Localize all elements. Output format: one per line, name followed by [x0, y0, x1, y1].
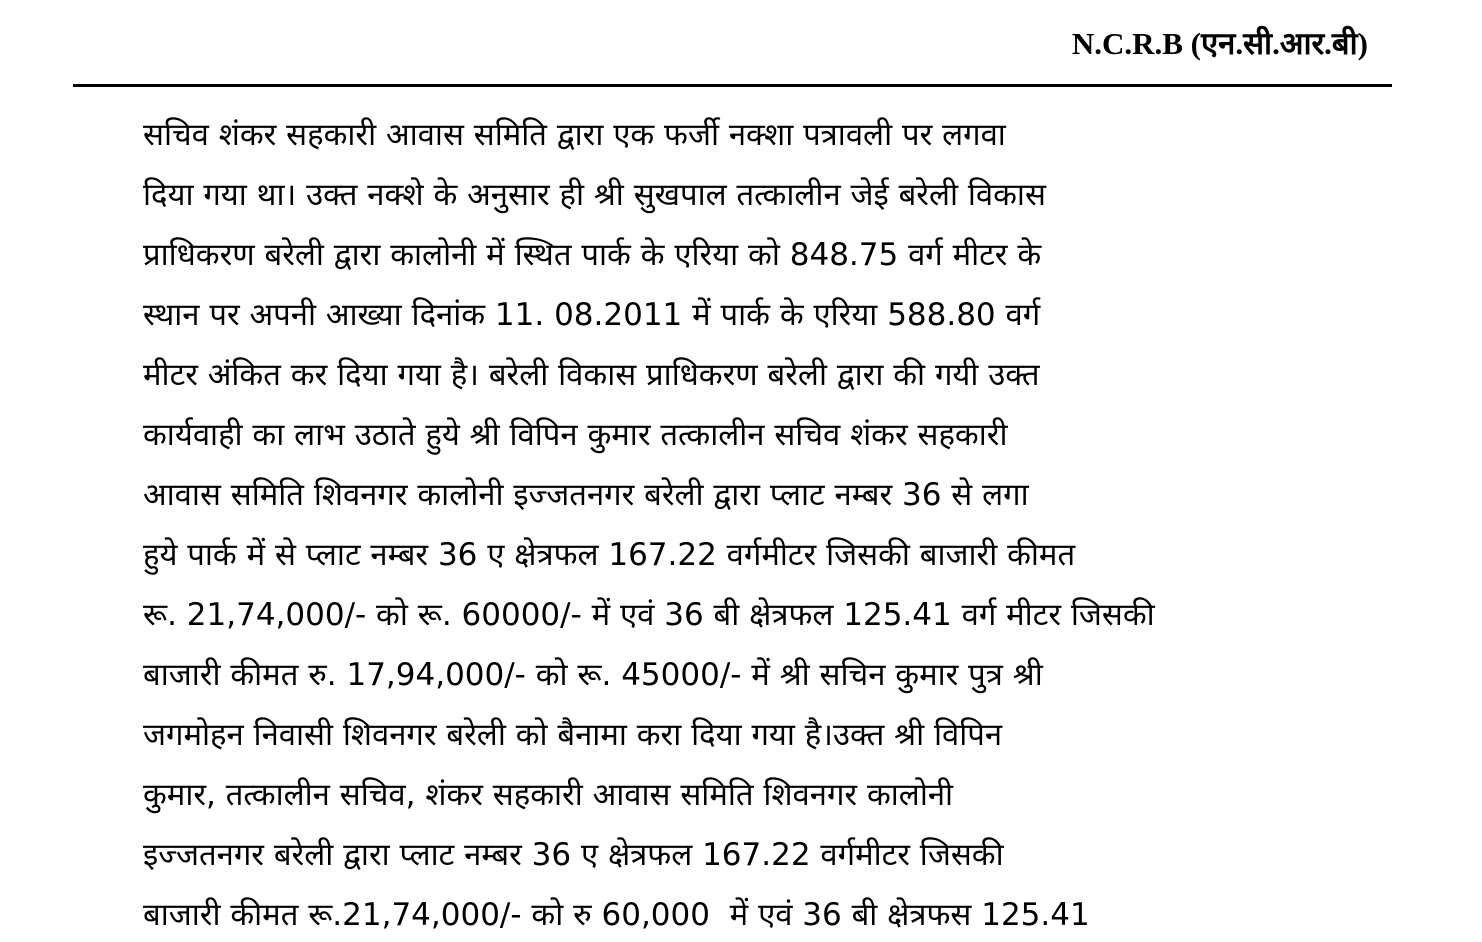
text-line: कुमार, तत्कालीन सचिव, शंकर सहकारी आवास समिति शिवनगर कालोनी	[143, 777, 954, 813]
body-paragraph	[143, 105, 1403, 942]
text-line: रू. 21,74,000/- को रू. 60000/- में एवं 36 बी क्षेत्रफल 125.41 वर्ग मीटर जिसकी	[143, 597, 1155, 633]
text-line: इज्जतनगर बरेली द्वारा प्लाट नम्बर 36 ए क्षेत्रफल 167.22 वर्गमीटर जिसकी	[143, 837, 1004, 873]
text-line: बाजारी कीमत रु. 17,94,000/- को रू. 45000/- में श्री सचिन कुमार पुत्र श्री	[143, 657, 1043, 693]
text-line: दिया गया था। उक्त नक्शे के अनुसार ही श्री सुखपाल तत्कालीन जेई बरेली विकास	[143, 177, 1046, 213]
text-line: मीटर अंकित कर दिया गया है। बरेली विकास प्राधिकरण बरेली द्वारा की गयी उक्त	[143, 357, 1040, 393]
text-line: सचिव शंकर सहकारी आवास समिति द्वारा एक फर्जी नक्शा पत्रावली पर लगवा	[143, 117, 1006, 153]
text-line: जगमोहन निवासी शिवनगर बरेली को बैनामा करा दिया गया है।उक्त श्री विपिन	[143, 717, 1003, 753]
text-line: कार्यवाही का लाभ उठाते हुये श्री विपिन कुमार तत्कालीन सचिव शंकर सहकारी	[143, 417, 1008, 453]
text-line: बाजारी कीमत रू.21,74,000/- को रु 60,000 में एवं 36 बी क्षेत्रफस 125.41	[143, 897, 1090, 933]
text-line: स्थान पर अपनी आख्या दिनांक 11. 08.2011 में पार्क के एरिया 588.80 वर्ग	[143, 297, 1041, 333]
page-header-title: N.C.R.B (एन.सी.आर.बी)	[1071, 26, 1368, 61]
header-divider	[73, 84, 1392, 87]
text-line: हुये पार्क में से प्लाट नम्बर 36 ए क्षेत्रफल 167.22 वर्गमीटर जिसकी बाजारी कीमत	[143, 537, 1076, 573]
text-line: आवास समिति शिवनगर कालोनी इज्जतनगर बरेली द्वारा प्लाट नम्बर 36 से लगा	[143, 477, 1029, 513]
text-line: प्राधिकरण बरेली द्वारा कालोनी में स्थित पार्क के एरिया को 848.75 वर्ग मीटर के	[143, 237, 1042, 273]
